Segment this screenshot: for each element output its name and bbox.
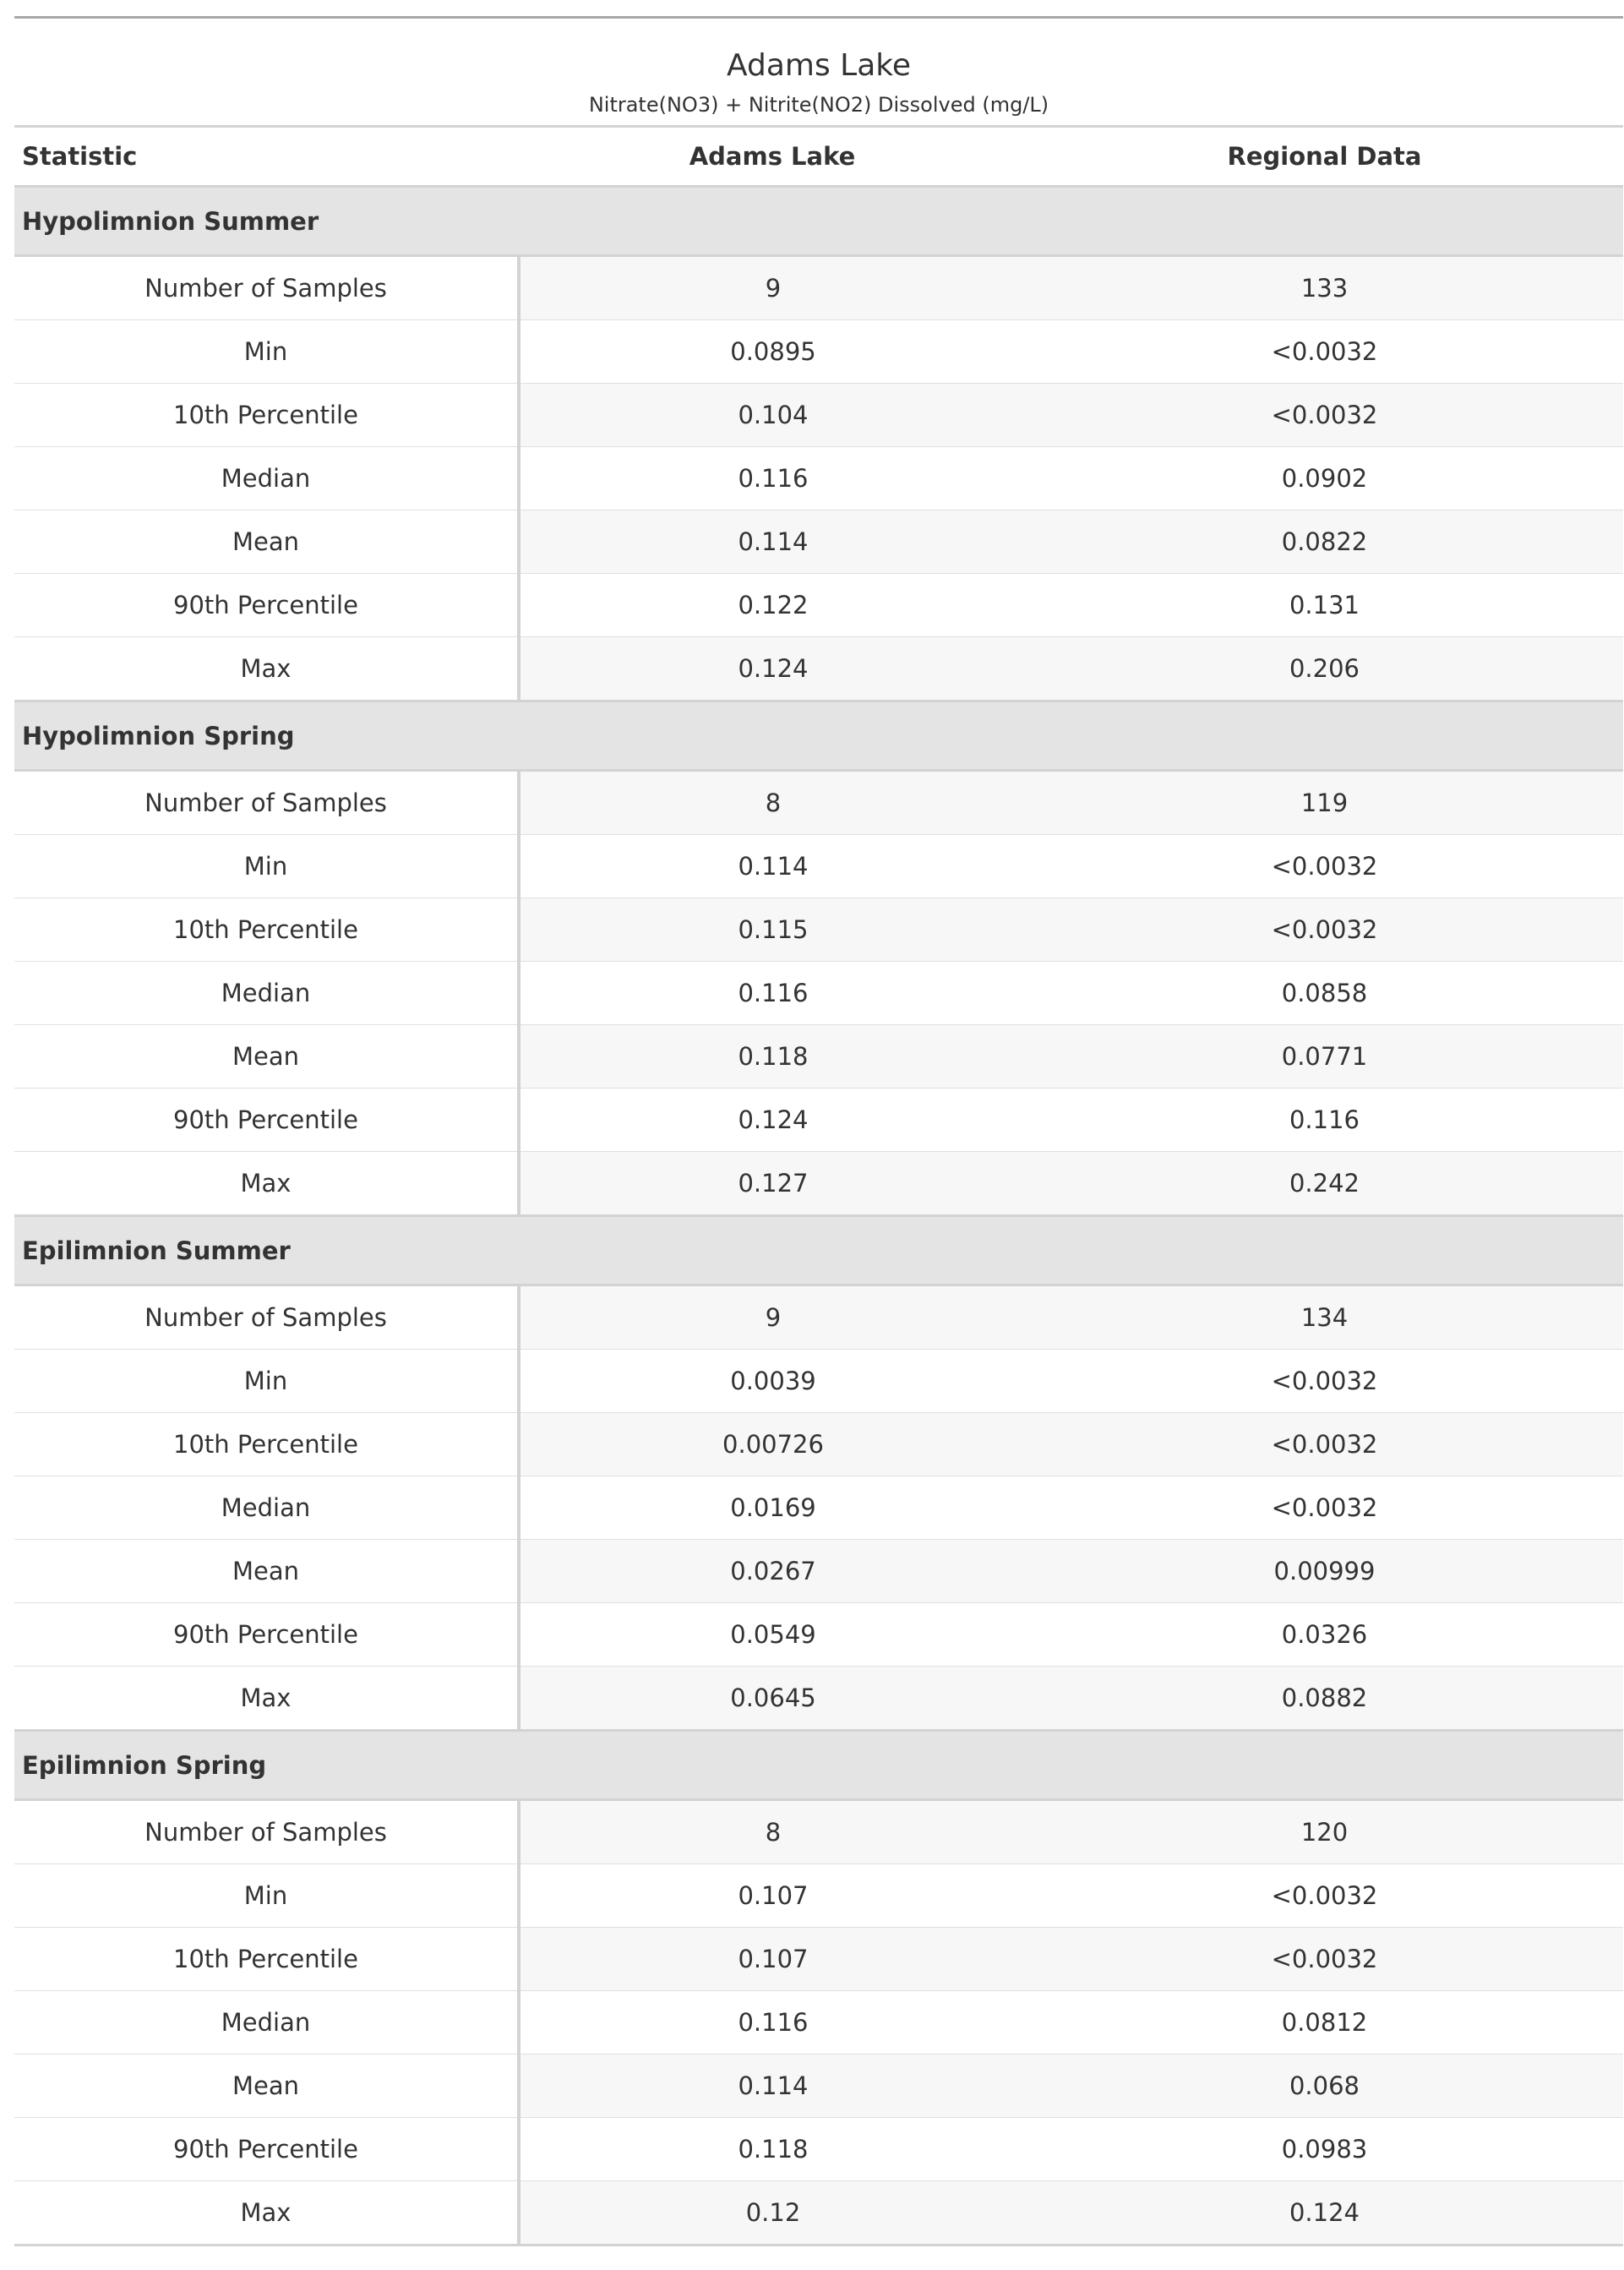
cell-regional-data: 0.0983 — [1026, 2118, 1623, 2181]
cell-adams-lake: 0.118 — [519, 1025, 1026, 1089]
stats-table-container — [14, 16, 1623, 2246]
table-row — [14, 1025, 1623, 1089]
table-row — [14, 2181, 1623, 2245]
cell-regional-data: 0.0902 — [1026, 447, 1623, 510]
group-label: Hypolimnion Spring — [14, 701, 1623, 771]
table-row — [14, 1864, 1623, 1928]
cell-statistic: Max — [14, 637, 519, 701]
cell-statistic: Mean — [14, 1540, 519, 1603]
table-row — [14, 771, 1623, 835]
table-row — [14, 574, 1623, 637]
cell-statistic: Mean — [14, 1025, 519, 1089]
cell-regional-data: 0.068 — [1026, 2054, 1623, 2118]
cell-adams-lake: 0.0267 — [519, 1540, 1026, 1603]
cell-regional-data: <0.0032 — [1026, 1928, 1623, 1991]
cell-statistic: Max — [14, 2181, 519, 2245]
cell-adams-lake: 0.0895 — [519, 320, 1026, 384]
cell-regional-data: 0.0326 — [1026, 1603, 1623, 1667]
cell-regional-data: 133 — [1026, 256, 1623, 320]
cell-regional-data: 134 — [1026, 1285, 1623, 1350]
cell-regional-data: 0.0812 — [1026, 1991, 1623, 2054]
cell-statistic: Min — [14, 1350, 519, 1413]
cell-regional-data: <0.0032 — [1026, 1350, 1623, 1413]
cell-regional-data: 0.206 — [1026, 637, 1623, 701]
cell-regional-data: 0.0822 — [1026, 510, 1623, 574]
group-row-hypolimnion-summer — [14, 187, 1623, 256]
cell-adams-lake: 0.114 — [519, 2054, 1026, 2118]
cell-regional-data: 0.0771 — [1026, 1025, 1623, 1089]
group-label: Epilimnion Spring — [14, 1731, 1623, 1800]
cell-statistic: 10th Percentile — [14, 1413, 519, 1476]
cell-adams-lake: 0.124 — [519, 1089, 1026, 1152]
cell-regional-data: 0.00999 — [1026, 1540, 1623, 1603]
group-row-epilimnion-summer — [14, 1216, 1623, 1285]
table-row — [14, 256, 1623, 320]
table-row — [14, 1476, 1623, 1540]
cell-statistic: 90th Percentile — [14, 1603, 519, 1667]
cell-adams-lake: 0.0645 — [519, 1667, 1026, 1731]
cell-regional-data: <0.0032 — [1026, 835, 1623, 898]
cell-statistic: 10th Percentile — [14, 384, 519, 447]
cell-adams-lake: 0.104 — [519, 384, 1026, 447]
cell-statistic: Min — [14, 1864, 519, 1928]
table-row — [14, 510, 1623, 574]
group-label: Epilimnion Summer — [14, 1216, 1623, 1285]
cell-statistic: Median — [14, 1991, 519, 2054]
cell-statistic: 90th Percentile — [14, 2118, 519, 2181]
cell-regional-data: 0.0882 — [1026, 1667, 1623, 1731]
cell-statistic: Number of Samples — [14, 1800, 519, 1864]
cell-adams-lake: 0.127 — [519, 1152, 1026, 1216]
table-row — [14, 962, 1623, 1025]
cell-adams-lake: 0.0169 — [519, 1476, 1026, 1540]
table-row — [14, 2054, 1623, 2118]
cell-adams-lake: 0.118 — [519, 2118, 1026, 2181]
cell-regional-data: 0.0858 — [1026, 962, 1623, 1025]
cell-statistic: 10th Percentile — [14, 898, 519, 962]
cell-statistic: 90th Percentile — [14, 1089, 519, 1152]
cell-adams-lake: 0.116 — [519, 962, 1026, 1025]
cell-adams-lake: 0.116 — [519, 447, 1026, 510]
cell-regional-data: 120 — [1026, 1800, 1623, 1864]
cell-adams-lake: 0.0039 — [519, 1350, 1026, 1413]
cell-statistic: Number of Samples — [14, 1285, 519, 1350]
cell-adams-lake: 0.116 — [519, 1991, 1026, 2054]
cell-statistic: Number of Samples — [14, 771, 519, 835]
cell-adams-lake: 0.124 — [519, 637, 1026, 701]
cell-statistic: Min — [14, 320, 519, 384]
cell-adams-lake: 0.114 — [519, 510, 1026, 574]
cell-statistic: Median — [14, 1476, 519, 1540]
cell-statistic: Median — [14, 447, 519, 510]
table-row — [14, 1350, 1623, 1413]
column-header-adams-lake: Adams Lake — [519, 127, 1026, 187]
table-row — [14, 320, 1623, 384]
cell-regional-data: <0.0032 — [1026, 384, 1623, 447]
cell-statistic: Max — [14, 1152, 519, 1216]
table-row — [14, 1540, 1623, 1603]
title-row — [14, 18, 1623, 85]
table-row — [14, 1667, 1623, 1731]
table-row — [14, 1413, 1623, 1476]
cell-regional-data: 0.242 — [1026, 1152, 1623, 1216]
cell-regional-data: 0.124 — [1026, 2181, 1623, 2245]
table-row — [14, 898, 1623, 962]
table-subtitle: Nitrate(NO3) + Nitrite(NO2) Dissolved (mg/L) — [14, 85, 1623, 127]
table-row — [14, 447, 1623, 510]
table-title: Adams Lake — [726, 48, 911, 83]
table-row — [14, 2118, 1623, 2181]
table-row — [14, 1089, 1623, 1152]
cell-statistic: Number of Samples — [14, 256, 519, 320]
cell-regional-data: <0.0032 — [1026, 1413, 1623, 1476]
cell-statistic: Mean — [14, 510, 519, 574]
group-row-hypolimnion-spring — [14, 701, 1623, 771]
column-header-statistic: Statistic — [14, 127, 519, 187]
cell-statistic: Mean — [14, 2054, 519, 2118]
table-row — [14, 637, 1623, 701]
table-body — [14, 187, 1623, 2245]
cell-regional-data: 0.131 — [1026, 574, 1623, 637]
cell-adams-lake: 0.107 — [519, 1864, 1026, 1928]
cell-adams-lake: 0.122 — [519, 574, 1026, 637]
table-row — [14, 1152, 1623, 1216]
table-row — [14, 1285, 1623, 1350]
table-row — [14, 835, 1623, 898]
cell-adams-lake: 8 — [519, 771, 1026, 835]
cell-adams-lake: 8 — [519, 1800, 1026, 1864]
cell-regional-data: <0.0032 — [1026, 1864, 1623, 1928]
cell-adams-lake: 0.12 — [519, 2181, 1026, 2245]
cell-adams-lake: 0.115 — [519, 898, 1026, 962]
cell-statistic: 90th Percentile — [14, 574, 519, 637]
cell-adams-lake: 0.107 — [519, 1928, 1026, 1991]
column-header-regional-data: Regional Data — [1026, 127, 1623, 187]
cell-adams-lake: 9 — [519, 256, 1026, 320]
cell-adams-lake: 0.114 — [519, 835, 1026, 898]
stats-table — [14, 16, 1623, 2246]
column-header-row — [14, 127, 1623, 187]
table-row — [14, 384, 1623, 447]
cell-statistic: Max — [14, 1667, 519, 1731]
cell-statistic: 10th Percentile — [14, 1928, 519, 1991]
cell-statistic: Min — [14, 835, 519, 898]
cell-statistic: Median — [14, 962, 519, 1025]
table-row — [14, 1603, 1623, 1667]
cell-regional-data: <0.0032 — [1026, 1476, 1623, 1540]
table-row — [14, 1800, 1623, 1864]
cell-adams-lake: 0.00726 — [519, 1413, 1026, 1476]
cell-adams-lake: 0.0549 — [519, 1603, 1026, 1667]
cell-adams-lake: 9 — [519, 1285, 1026, 1350]
table-row — [14, 1928, 1623, 1991]
group-label: Hypolimnion Summer — [14, 187, 1623, 256]
group-row-epilimnion-spring — [14, 1731, 1623, 1800]
cell-regional-data: 0.116 — [1026, 1089, 1623, 1152]
subtitle-row — [14, 85, 1623, 127]
cell-regional-data: 119 — [1026, 771, 1623, 835]
cell-regional-data: <0.0032 — [1026, 898, 1623, 962]
table-row — [14, 1991, 1623, 2054]
cell-regional-data: <0.0032 — [1026, 320, 1623, 384]
